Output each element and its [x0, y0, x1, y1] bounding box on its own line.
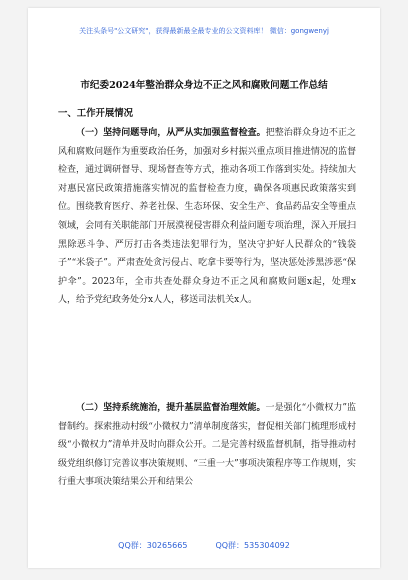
paragraph-2-lead: （二）坚持系统施治，提升基层监督治理效能。 — [76, 403, 266, 413]
document-title: 市纪委2024年整治群众身边不正之风和腐败问题工作总结 — [80, 80, 328, 91]
document-page — [28, 8, 380, 568]
paragraph-1-text: 把整治群众身边不正之风和腐败问题作为重要政治任务，加强对乡村振兴重点项目推进情况的监督检查，通过调研督导、现场督查等方式，推动各项工作落到实处。持续加大对惠民富民政策措施落实情况的监督检查力度，确保各项惠民政策落实到位。围绕教育医疗、养老社保、生态环保、安全生产、食品药品安全等重点领域，会同有关职能部门开展漠视侵害群众利益问题专项治理，深入开展扫黑除恶斗争、严厉打击各类违法犯罪行为，坚决守护好人民群众的“钱袋子”“米袋子”。严肃查处贪污侵占、吃拿卡要等行为，坚决惩处涉黑涉恶“保护伞”。2023年，全市共查处群众身边不正之风和腐败问题x起，处理x人，给予党纪政务处分x人人，移送司法机关x人。 — [58, 128, 356, 306]
section-heading: 一、工作开展情况 — [58, 108, 134, 119]
paragraph-1-lead: （一）坚持问题导向，从严从实加强监督检查。 — [76, 128, 266, 138]
footer-qq-group-2: QQ群：535304092 — [215, 541, 290, 550]
footer-qq-group-1: QQ群：30265665 — [118, 541, 188, 550]
paragraph-1 — [58, 124, 356, 310]
paragraph-2-text: 一是强化“小微权力”监督制约。探索推动村级“小微权力”清单制度落实，督促相关部门梳理形成村级“小微权力”清单并及时向群众公开。二是完善村级监督机制，指导推动村级党组织修订完善议事决策规则、“三重一大”事项决策程序等工作规则，实行重大事项决策结果公开和结果公 — [58, 403, 356, 488]
paragraph-2 — [58, 399, 356, 492]
footer-watermark — [28, 540, 380, 551]
header-watermark: 关注头条号"公文研究"，获得最新最全最专业的公文资料库！ 微信：gongwenyj — [79, 27, 329, 35]
